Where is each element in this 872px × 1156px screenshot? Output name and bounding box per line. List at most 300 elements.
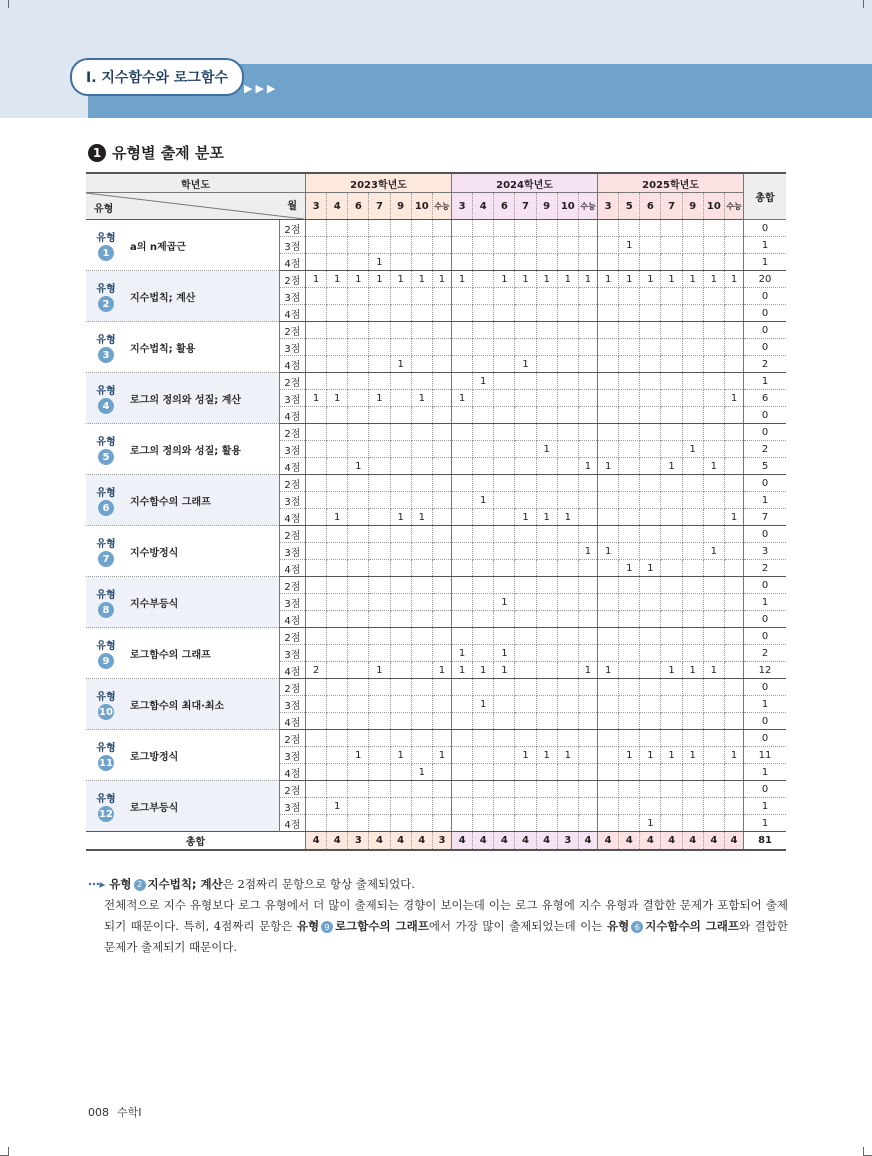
count-cell bbox=[515, 526, 536, 543]
count-cell bbox=[515, 305, 536, 322]
count-cell bbox=[515, 373, 536, 390]
count-cell bbox=[640, 458, 661, 475]
count-cell bbox=[640, 509, 661, 526]
count-cell bbox=[536, 356, 557, 373]
count-cell: 1 bbox=[536, 747, 557, 764]
count-cell bbox=[494, 747, 515, 764]
count-cell bbox=[473, 458, 494, 475]
points-cell: 4점 bbox=[279, 305, 305, 322]
count-cell bbox=[661, 543, 682, 560]
column-total: 4 bbox=[536, 832, 557, 851]
row-total: 6 bbox=[744, 390, 786, 407]
count-cell bbox=[703, 441, 724, 458]
table-row bbox=[86, 220, 786, 237]
count-cell bbox=[473, 611, 494, 628]
count-cell bbox=[619, 662, 640, 679]
count-cell bbox=[536, 254, 557, 271]
count-cell bbox=[536, 662, 557, 679]
count-cell bbox=[473, 509, 494, 526]
count-cell bbox=[473, 407, 494, 424]
count-cell bbox=[369, 356, 390, 373]
count-cell: 1 bbox=[452, 645, 473, 662]
count-cell bbox=[306, 526, 327, 543]
count-cell bbox=[494, 492, 515, 509]
count-cell bbox=[724, 305, 743, 322]
column-total: 4 bbox=[369, 832, 390, 851]
count-cell bbox=[452, 560, 473, 577]
points-cell: 4점 bbox=[279, 458, 305, 475]
count-cell bbox=[661, 594, 682, 611]
count-cell bbox=[515, 611, 536, 628]
count-cell bbox=[536, 424, 557, 441]
count-cell bbox=[682, 628, 703, 645]
count-cell bbox=[682, 577, 703, 594]
points-cell: 4점 bbox=[279, 254, 305, 271]
row-total: 0 bbox=[744, 730, 786, 747]
count-cell: 1 bbox=[557, 271, 578, 288]
count-cell bbox=[432, 475, 451, 492]
count-cell bbox=[661, 577, 682, 594]
count-cell bbox=[536, 475, 557, 492]
count-cell bbox=[724, 628, 743, 645]
points-cell: 3점 bbox=[279, 543, 305, 560]
count-cell bbox=[494, 560, 515, 577]
note-type-number: 2 bbox=[134, 879, 146, 891]
count-cell bbox=[557, 577, 578, 594]
count-cell bbox=[536, 288, 557, 305]
count-cell bbox=[661, 764, 682, 781]
count-cell bbox=[515, 441, 536, 458]
count-cell: 1 bbox=[390, 356, 411, 373]
count-cell bbox=[327, 662, 348, 679]
row-total: 2 bbox=[744, 356, 786, 373]
count-cell bbox=[724, 577, 743, 594]
table-row bbox=[86, 322, 786, 339]
count-cell bbox=[703, 526, 724, 543]
month-header: 4 bbox=[327, 193, 348, 220]
count-cell bbox=[598, 339, 619, 356]
count-cell bbox=[348, 322, 369, 339]
count-cell bbox=[327, 781, 348, 798]
count-cell bbox=[494, 458, 515, 475]
count-cell bbox=[682, 696, 703, 713]
type-cell bbox=[86, 781, 279, 832]
count-cell bbox=[348, 730, 369, 747]
count-cell bbox=[619, 815, 640, 832]
count-cell bbox=[327, 254, 348, 271]
count-cell bbox=[411, 798, 432, 815]
column-total: 4 bbox=[390, 832, 411, 851]
count-cell bbox=[619, 781, 640, 798]
count-cell bbox=[494, 577, 515, 594]
count-cell: 1 bbox=[703, 458, 724, 475]
points-cell: 2점 bbox=[279, 679, 305, 696]
table-row bbox=[86, 577, 786, 594]
count-cell bbox=[682, 407, 703, 424]
count-cell bbox=[703, 254, 724, 271]
count-cell bbox=[619, 611, 640, 628]
count-cell: 1 bbox=[369, 254, 390, 271]
points-cell: 4점 bbox=[279, 662, 305, 679]
count-cell: 1 bbox=[348, 458, 369, 475]
count-cell bbox=[515, 781, 536, 798]
type-badge-label: 유형 bbox=[96, 590, 116, 601]
count-cell bbox=[452, 577, 473, 594]
count-cell bbox=[536, 543, 557, 560]
count-cell bbox=[390, 713, 411, 730]
row-total: 1 bbox=[744, 696, 786, 713]
count-cell bbox=[327, 441, 348, 458]
count-cell: 1 bbox=[682, 441, 703, 458]
row-total: 1 bbox=[744, 492, 786, 509]
count-cell bbox=[515, 254, 536, 271]
count-cell bbox=[640, 237, 661, 254]
count-cell bbox=[432, 305, 451, 322]
type-name: 로그의 정의와 성질; 계산 bbox=[130, 394, 242, 406]
count-cell bbox=[348, 305, 369, 322]
count-cell bbox=[703, 237, 724, 254]
count-cell bbox=[640, 373, 661, 390]
count-cell bbox=[432, 407, 451, 424]
count-cell bbox=[536, 696, 557, 713]
count-cell bbox=[327, 526, 348, 543]
count-cell bbox=[327, 288, 348, 305]
crop-mark bbox=[863, 1147, 872, 1156]
totals-row bbox=[86, 832, 786, 851]
note-name-a: 로그함수의 그래프 bbox=[335, 919, 429, 933]
row-total: 0 bbox=[744, 407, 786, 424]
count-cell bbox=[724, 815, 743, 832]
count-cell bbox=[369, 458, 390, 475]
count-cell bbox=[619, 373, 640, 390]
count-cell bbox=[452, 781, 473, 798]
row-total: 5 bbox=[744, 458, 786, 475]
row-total: 20 bbox=[744, 271, 786, 288]
count-cell: 1 bbox=[536, 509, 557, 526]
count-cell: 1 bbox=[515, 356, 536, 373]
count-cell: 1 bbox=[390, 747, 411, 764]
count-cell: 1 bbox=[473, 373, 494, 390]
count-cell bbox=[348, 781, 369, 798]
count-cell bbox=[536, 628, 557, 645]
count-cell bbox=[536, 220, 557, 237]
count-cell bbox=[306, 509, 327, 526]
month-header: 7 bbox=[661, 193, 682, 220]
row-total: 2 bbox=[744, 645, 786, 662]
count-cell bbox=[619, 458, 640, 475]
count-cell bbox=[661, 288, 682, 305]
count-cell bbox=[640, 526, 661, 543]
count-cell bbox=[327, 645, 348, 662]
count-cell bbox=[557, 390, 578, 407]
count-cell bbox=[661, 424, 682, 441]
count-cell bbox=[724, 441, 743, 458]
month-header: 6 bbox=[494, 193, 515, 220]
count-cell bbox=[619, 764, 640, 781]
count-cell bbox=[369, 441, 390, 458]
points-cell: 4점 bbox=[279, 611, 305, 628]
count-cell bbox=[598, 441, 619, 458]
count-cell bbox=[703, 594, 724, 611]
count-cell bbox=[494, 373, 515, 390]
count-cell bbox=[598, 407, 619, 424]
count-cell bbox=[306, 747, 327, 764]
count-cell bbox=[578, 611, 597, 628]
count-cell bbox=[494, 288, 515, 305]
table-row bbox=[86, 781, 786, 798]
count-cell bbox=[557, 713, 578, 730]
count-cell bbox=[432, 764, 451, 781]
count-cell bbox=[536, 492, 557, 509]
count-cell bbox=[348, 237, 369, 254]
count-cell bbox=[682, 288, 703, 305]
count-cell bbox=[452, 696, 473, 713]
count-cell bbox=[682, 509, 703, 526]
count-cell bbox=[557, 798, 578, 815]
count-cell bbox=[494, 424, 515, 441]
count-cell bbox=[557, 220, 578, 237]
count-cell bbox=[327, 220, 348, 237]
month-label: 월 bbox=[287, 201, 297, 212]
count-cell bbox=[452, 339, 473, 356]
count-cell bbox=[327, 713, 348, 730]
count-cell bbox=[432, 288, 451, 305]
count-cell bbox=[578, 288, 597, 305]
count-cell bbox=[640, 679, 661, 696]
count-cell bbox=[536, 237, 557, 254]
count-cell bbox=[473, 339, 494, 356]
points-cell: 2점 bbox=[279, 730, 305, 747]
table-row bbox=[86, 271, 786, 288]
count-cell bbox=[369, 747, 390, 764]
count-cell bbox=[369, 509, 390, 526]
count-cell bbox=[515, 594, 536, 611]
count-cell bbox=[390, 492, 411, 509]
count-cell bbox=[306, 594, 327, 611]
year-2023: 2023학년도 bbox=[306, 173, 452, 193]
count-cell bbox=[369, 339, 390, 356]
count-cell bbox=[411, 645, 432, 662]
count-cell: 1 bbox=[619, 271, 640, 288]
count-cell bbox=[557, 373, 578, 390]
count-cell bbox=[473, 764, 494, 781]
row-total: 1 bbox=[744, 815, 786, 832]
count-cell: 1 bbox=[452, 662, 473, 679]
count-cell bbox=[661, 339, 682, 356]
count-cell bbox=[432, 577, 451, 594]
points-cell: 2점 bbox=[279, 475, 305, 492]
count-cell bbox=[494, 628, 515, 645]
count-cell bbox=[390, 339, 411, 356]
count-cell bbox=[557, 254, 578, 271]
row-total: 0 bbox=[744, 781, 786, 798]
count-cell bbox=[411, 254, 432, 271]
count-cell bbox=[598, 560, 619, 577]
type-cell bbox=[86, 322, 279, 373]
count-cell bbox=[578, 526, 597, 543]
count-cell bbox=[724, 356, 743, 373]
count-cell bbox=[473, 560, 494, 577]
count-cell bbox=[432, 373, 451, 390]
count-cell bbox=[661, 713, 682, 730]
count-cell bbox=[724, 764, 743, 781]
count-cell bbox=[661, 322, 682, 339]
count-cell: 1 bbox=[640, 747, 661, 764]
points-cell: 4점 bbox=[279, 356, 305, 373]
count-cell bbox=[557, 764, 578, 781]
count-cell bbox=[348, 356, 369, 373]
count-cell bbox=[369, 526, 390, 543]
count-cell bbox=[578, 424, 597, 441]
count-cell bbox=[557, 288, 578, 305]
count-cell bbox=[306, 577, 327, 594]
table-row bbox=[86, 373, 786, 390]
row-total: 1 bbox=[744, 373, 786, 390]
count-cell bbox=[661, 475, 682, 492]
count-cell bbox=[578, 475, 597, 492]
count-cell bbox=[390, 407, 411, 424]
count-cell bbox=[494, 815, 515, 832]
count-cell bbox=[578, 560, 597, 577]
count-cell bbox=[578, 441, 597, 458]
count-cell bbox=[703, 645, 724, 662]
count-cell bbox=[557, 475, 578, 492]
points-cell: 3점 bbox=[279, 747, 305, 764]
count-cell bbox=[473, 356, 494, 373]
row-total: 1 bbox=[744, 237, 786, 254]
count-cell bbox=[494, 696, 515, 713]
count-cell: 1 bbox=[598, 458, 619, 475]
count-cell bbox=[327, 237, 348, 254]
column-total: 4 bbox=[515, 832, 536, 851]
count-cell bbox=[494, 407, 515, 424]
count-cell bbox=[369, 696, 390, 713]
count-cell bbox=[682, 305, 703, 322]
count-cell bbox=[536, 458, 557, 475]
column-total: 4 bbox=[682, 832, 703, 851]
count-cell: 1 bbox=[724, 747, 743, 764]
count-cell: 1 bbox=[703, 662, 724, 679]
count-cell bbox=[452, 764, 473, 781]
count-cell bbox=[536, 815, 557, 832]
type-badge-label: 유형 bbox=[96, 335, 116, 346]
month-header: 9 bbox=[390, 193, 411, 220]
count-cell bbox=[536, 798, 557, 815]
count-cell: 1 bbox=[640, 560, 661, 577]
points-cell: 4점 bbox=[279, 509, 305, 526]
count-cell: 1 bbox=[682, 271, 703, 288]
count-cell bbox=[411, 679, 432, 696]
count-cell bbox=[411, 441, 432, 458]
count-cell bbox=[619, 696, 640, 713]
count-cell bbox=[369, 220, 390, 237]
count-cell bbox=[578, 730, 597, 747]
count-cell bbox=[619, 577, 640, 594]
count-cell bbox=[682, 424, 703, 441]
count-cell bbox=[327, 373, 348, 390]
count-cell bbox=[682, 543, 703, 560]
count-cell bbox=[369, 424, 390, 441]
row-total: 1 bbox=[744, 594, 786, 611]
count-cell bbox=[390, 696, 411, 713]
count-cell bbox=[473, 628, 494, 645]
column-total: 3 bbox=[557, 832, 578, 851]
count-cell bbox=[494, 441, 515, 458]
count-cell: 1 bbox=[578, 662, 597, 679]
row-total: 0 bbox=[744, 322, 786, 339]
type-number: 9 bbox=[98, 653, 114, 669]
count-cell bbox=[619, 390, 640, 407]
month-header: 5 bbox=[619, 193, 640, 220]
type-cell bbox=[86, 373, 279, 424]
count-cell bbox=[515, 237, 536, 254]
count-cell bbox=[703, 560, 724, 577]
count-cell: 1 bbox=[515, 747, 536, 764]
count-cell bbox=[515, 220, 536, 237]
note-line-1 bbox=[88, 874, 788, 895]
count-cell bbox=[661, 220, 682, 237]
count-cell: 1 bbox=[536, 441, 557, 458]
count-cell bbox=[536, 560, 557, 577]
count-cell bbox=[661, 611, 682, 628]
count-cell bbox=[682, 458, 703, 475]
count-cell bbox=[473, 526, 494, 543]
count-cell bbox=[515, 424, 536, 441]
count-cell bbox=[557, 441, 578, 458]
count-cell: 1 bbox=[348, 747, 369, 764]
count-cell bbox=[661, 509, 682, 526]
count-cell bbox=[661, 407, 682, 424]
count-cell bbox=[348, 220, 369, 237]
count-cell bbox=[452, 526, 473, 543]
type-name: 로그부등식 bbox=[130, 802, 179, 814]
count-cell bbox=[578, 679, 597, 696]
count-cell bbox=[452, 237, 473, 254]
count-cell bbox=[598, 764, 619, 781]
count-cell bbox=[306, 815, 327, 832]
count-cell: 1 bbox=[536, 271, 557, 288]
count-cell bbox=[724, 696, 743, 713]
row-total: 2 bbox=[744, 560, 786, 577]
count-cell bbox=[682, 390, 703, 407]
row-total: 1 bbox=[744, 254, 786, 271]
count-cell bbox=[432, 509, 451, 526]
count-cell bbox=[724, 237, 743, 254]
count-cell bbox=[306, 730, 327, 747]
count-cell: 1 bbox=[473, 696, 494, 713]
count-cell bbox=[411, 543, 432, 560]
count-cell bbox=[598, 254, 619, 271]
count-cell: 1 bbox=[640, 271, 661, 288]
count-cell bbox=[536, 305, 557, 322]
count-cell bbox=[411, 424, 432, 441]
count-cell bbox=[348, 373, 369, 390]
count-cell bbox=[515, 628, 536, 645]
count-cell bbox=[452, 475, 473, 492]
type-number: 12 bbox=[98, 806, 114, 822]
count-cell bbox=[578, 713, 597, 730]
count-cell bbox=[703, 713, 724, 730]
count-cell bbox=[348, 509, 369, 526]
count-cell bbox=[411, 407, 432, 424]
type-cell bbox=[86, 220, 279, 271]
type-name: 지수방정식 bbox=[130, 547, 179, 559]
count-cell bbox=[348, 492, 369, 509]
count-cell bbox=[640, 798, 661, 815]
count-cell bbox=[557, 424, 578, 441]
count-cell bbox=[494, 475, 515, 492]
count-cell bbox=[536, 407, 557, 424]
